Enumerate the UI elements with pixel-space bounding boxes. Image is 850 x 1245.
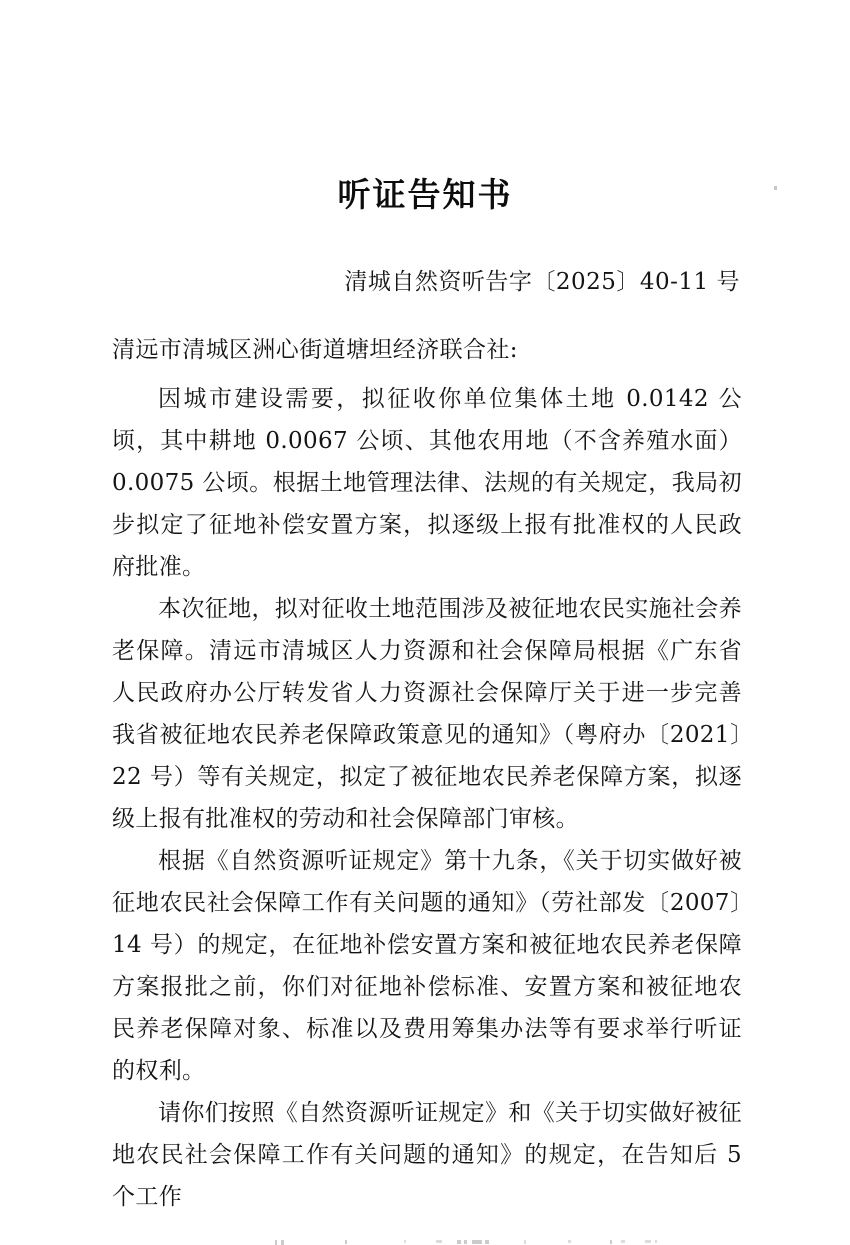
- body-paragraph-3: 根据《自然资源听证规定》第十九条，《关于切实做好被征地农民社会保障工作有关问题的通知》（劳社部发〔2007〕14 号）的规定，在征地补偿安置方案和被征地农民养老保障方案报批之前，你们对征地补偿标准、安置方案和被征地农民养老保障对象、标准以及费用筹集办法等有要求举行听证的权利。: [112, 848, 742, 1084]
- document-serial-number: 清城自然资听告字〔2025〕40-11 号: [344, 269, 740, 295]
- recipient-line: 清远市清城区洲心街道塘坦经济联合社:: [112, 337, 518, 363]
- body-paragraph-4: 请你们按照《自然资源听证规定》和《关于切实做好被征地农民社会保障工作有关问题的通知》的规定，在告知后 5 个工作: [112, 1100, 750, 1210]
- scan-speck-artifact: [774, 186, 777, 190]
- body-paragraph-2: 本次征地，拟对征收土地范围涉及被征地农民实施社会养老保障。清远市清城区人力资源和社会保障局根据《广东省人民政府办公厅转发省人力资源社会保障厅关于进一步完善我省被征地农民养老保障政策意见的通知》（粤府办〔2021〕22 号）等有关规定，拟定了被征地农民养老保障方案，拟逐级上报有批准权的劳动和社会保障部门审核。: [112, 596, 742, 832]
- body-paragraph-1: 因城市建设需要，拟征收你单位集体土地 0.0142 公顷，其中耕地 0.0067 公顷、其他农用地（不含养殖水面）0.0075 公顷。根据土地管理法律、法规的有关规定，我局初步拟定了征地补偿安置方案，拟逐级上报有批准权的人民政府批准。: [112, 386, 742, 580]
- document-body: [112, 378, 750, 1218]
- scan-edge-artifacts: [0, 1238, 850, 1245]
- page-title: 听证告知书: [337, 175, 513, 214]
